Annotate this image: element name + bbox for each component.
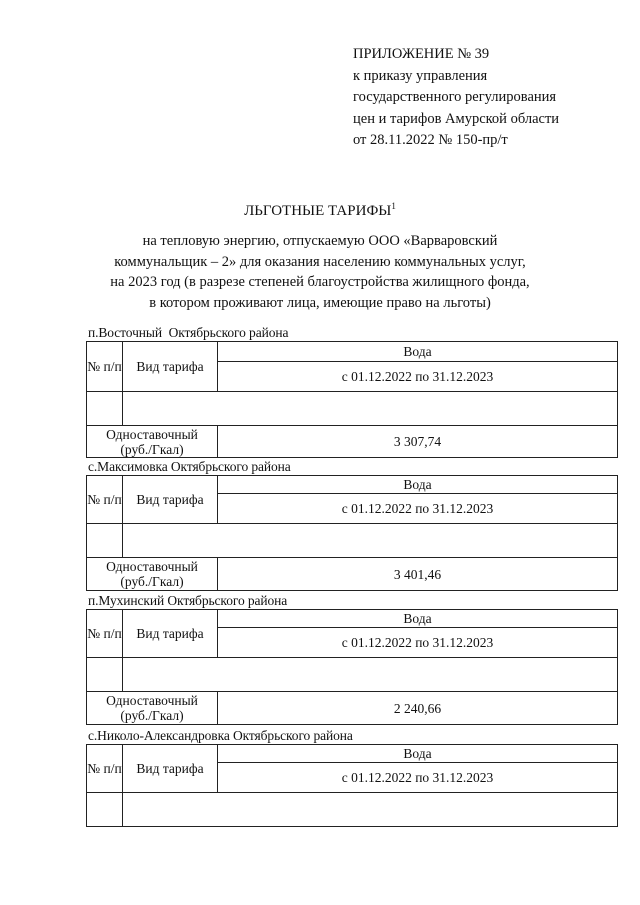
empty-cell [87,658,123,692]
header-tariff-type: Вид тарифа [123,610,218,658]
subtitle-line-1: на тепловую энергию, отпускаемую ООО «Варваровский [142,233,498,249]
appendix-line-3: государственного регулирования [353,89,557,105]
single-rate-label [87,558,218,591]
section-location-1: п.Восточный Октябрьского района [88,325,289,340]
document-title [0,201,640,220]
single-rate-text: Одноставочный [106,693,198,708]
header-water: Вода [218,342,618,362]
header-water: Вода [218,610,618,628]
appendix-header [353,44,559,152]
tariff-value: 2 240,66 [218,692,618,725]
header-tariff-type: Вид тарифа [123,476,218,524]
header-tariff-type: Вид тарифа [123,745,218,793]
tariff-value: 3 401,46 [218,558,618,591]
appendix-line-2: к приказу управления [353,67,488,84]
unit-text: (руб./Гкал) [120,574,184,589]
section-location-4: с.Николо-Александровка Октябрьского района [88,728,353,743]
header-number: № п/п [87,342,123,392]
empty-row [123,392,618,426]
appendix-line-4: цен и тарифов Амурской области [353,110,560,127]
section-location-3: п.Мухинский Октябрьского района [88,593,288,608]
subtitle-line-2: коммунальщик – 2» для оказания населению коммунальных услуг, [114,253,526,270]
header-water: Вода [218,476,618,494]
header-period: с 01.12.2022 по 31.12.2023 [218,628,618,658]
header-period: с 01.12.2022 по 31.12.2023 [218,763,618,793]
header-period: с 01.12.2022 по 31.12.2023 [218,494,618,524]
single-rate-label [87,426,218,458]
empty-row [123,524,618,558]
unit-text: (руб./Гкал) [120,708,184,723]
subtitle-line-3: на 2023 год (в разрезе степеней благоустройства жилищного фонда, [110,274,530,290]
subtitle-line-4: в котором проживают лица, имеющие право на льготы) [149,294,491,311]
single-rate-text: Одноставочный [106,559,198,574]
title-footnote-mark: 1 [391,201,396,211]
section-location-2: с.Максимовка Октябрьского района [88,459,291,474]
single-rate-text: Одноставочный [106,426,198,442]
header-period: с 01.12.2022 по 31.12.2023 [218,362,618,392]
document-subtitle [0,231,640,313]
empty-row [123,658,618,692]
header-tariff-type: Вид тарифа [123,342,218,392]
document-title-text: ЛЬГОТНЫЕ ТАРИФЫ [244,203,392,219]
unit-text: (руб./Гкал) [120,441,184,457]
empty-row [123,793,618,827]
tariff-table-3 [86,609,618,725]
header-number: № п/п [87,745,123,793]
empty-cell [87,524,123,558]
appendix-line-5: от 28.11.2022 № 150-пр/т [353,132,508,148]
empty-cell [87,793,123,827]
header-water: Вода [218,745,618,763]
header-number: № п/п [87,610,123,658]
single-rate-label [87,692,218,725]
tariff-table-4 [86,744,618,827]
header-number: № п/п [87,476,123,524]
tariff-value: 3 307,74 [218,426,618,458]
appendix-line-1: ПРИЛОЖЕНИЕ № 39 [353,46,490,62]
tariff-table-1 [86,341,618,458]
tariff-table-2 [86,475,618,591]
empty-cell [87,392,123,426]
